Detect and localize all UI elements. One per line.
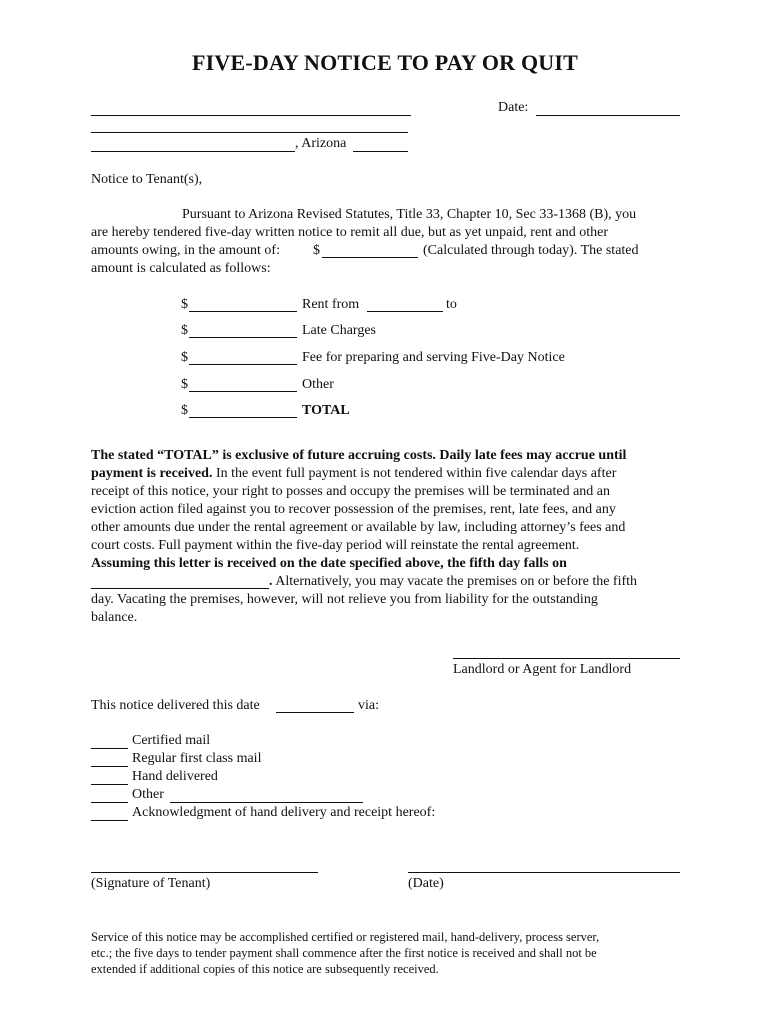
date-label: Date: (498, 100, 529, 115)
body-line-8-rest: Alternatively, you may vacate the premises on or before the fifth (272, 574, 638, 589)
late-charges-label: Late Charges (302, 323, 376, 338)
footer-line-1: Service of this notice may be accomplished certified or registered mail, hand-delivery, process server, (91, 930, 600, 944)
intro-line-3a: amounts owing, in the amount of: (91, 243, 280, 258)
intro-line-3b: (Calculated through today). The stated (423, 243, 639, 258)
other-delivery-check[interactable] (91, 802, 128, 803)
landlord-signature-line[interactable] (453, 658, 680, 659)
zip-line[interactable] (353, 151, 408, 152)
hand-delivered-check[interactable] (91, 784, 128, 785)
landlord-name-line[interactable] (91, 115, 411, 116)
intro-line-1: Pursuant to Arizona Revised Statutes, Title 33, Chapter 10, Sec 33-1368 (B), you (182, 207, 637, 222)
body-line-8 (269, 573, 637, 591)
body-line-4: eviction action filed against you to recover possession of the premises, rent, late fees, and any (91, 502, 616, 517)
body-line-9: day. Vacating the premises, however, will not relieve you from liability for the outstanding (91, 592, 598, 607)
fee-label: Fee for preparing and serving Five-Day Notice (302, 350, 565, 365)
regular-mail-label: Regular first class mail (132, 751, 262, 766)
body-line-8-period: . (269, 574, 273, 589)
intro-line-2: are hereby tendered five-day written notice to remit all due, but as yet unpaid, rent and other (91, 225, 609, 240)
date-line[interactable] (536, 115, 680, 116)
body-line-2-rest: In the event full payment is not tendered within five calendar days after (212, 466, 617, 481)
certified-mail-label: Certified mail (132, 733, 211, 748)
amount-owing-line[interactable] (322, 257, 418, 258)
total-dollar: $ (181, 403, 188, 418)
acknowledgment-check[interactable] (91, 820, 128, 821)
landlord-label: Landlord or Agent for Landlord (453, 662, 632, 677)
regular-mail-check[interactable] (91, 766, 128, 767)
address-line[interactable] (91, 132, 408, 133)
page-title: FIVE-DAY NOTICE TO PAY OR QUIT (192, 50, 578, 75)
footer-line-2: etc.; the five days to tender payment shall commence after the first notice is received and shall not be (91, 946, 597, 960)
body-bold-2: payment is received. (91, 466, 213, 481)
other-dollar: $ (181, 377, 188, 392)
city-line[interactable] (91, 151, 295, 152)
certified-mail-check[interactable] (91, 748, 128, 749)
rent-dollar: $ (181, 297, 188, 312)
body-line-1: The stated “TOTAL” is exclusive of future accruing costs. Daily late fees may accrue until (91, 448, 627, 463)
tenant-signature-label: (Signature of Tenant) (91, 876, 211, 891)
other-delivery-line[interactable] (170, 802, 363, 803)
body-line-2 (91, 465, 616, 483)
rent-to-label: to (446, 297, 457, 312)
hand-delivered-label: Hand delivered (132, 769, 218, 784)
late-dollar: $ (181, 323, 188, 338)
body-line-10: balance. (91, 610, 138, 625)
rent-from-line[interactable] (367, 311, 443, 312)
signature-date-line[interactable] (408, 872, 680, 873)
other-delivery-label: Other (132, 787, 164, 802)
rent-amount-line[interactable] (189, 311, 297, 312)
body-line-6: court costs. Full payment within the five-day period will reinstate the rental agreement. (91, 538, 580, 553)
fifth-day-line[interactable] (91, 588, 269, 589)
footer-line-3: extended if additional copies of this notice are subsequently received. (91, 962, 439, 976)
delivery-date-line[interactable] (276, 712, 354, 713)
signature-date-label: (Date) (408, 876, 444, 891)
delivery-via: via: (358, 698, 379, 713)
tenant-signature-line[interactable] (91, 872, 318, 873)
body-line-7: Assuming this letter is received on the date specified above, the fifth day falls on (91, 556, 567, 571)
body-line-5: other amounts due under the rental agreement or available by law, including attorney’s fees and (91, 520, 626, 535)
intro-dollar: $ (313, 243, 320, 258)
total-label: TOTAL (302, 403, 350, 418)
acknowledgment-label: Acknowledgment of hand delivery and receipt hereof: (132, 805, 436, 820)
rent-from-label: Rent from (302, 297, 360, 312)
late-charges-line[interactable] (189, 337, 297, 338)
fee-dollar: $ (181, 350, 188, 365)
intro-line-4: amount is calculated as follows: (91, 261, 271, 276)
body-line-3: receipt of this notice, your right to posses and occupy the premises will be terminated and an (91, 484, 611, 499)
other-charge-label: Other (302, 377, 334, 392)
fee-line[interactable] (189, 364, 297, 365)
city-suffix: , Arizona (295, 136, 347, 151)
other-charge-line[interactable] (189, 391, 297, 392)
salutation: Notice to Tenant(s), (91, 172, 203, 187)
total-line[interactable] (189, 417, 297, 418)
delivery-label: This notice delivered this date (91, 698, 260, 713)
